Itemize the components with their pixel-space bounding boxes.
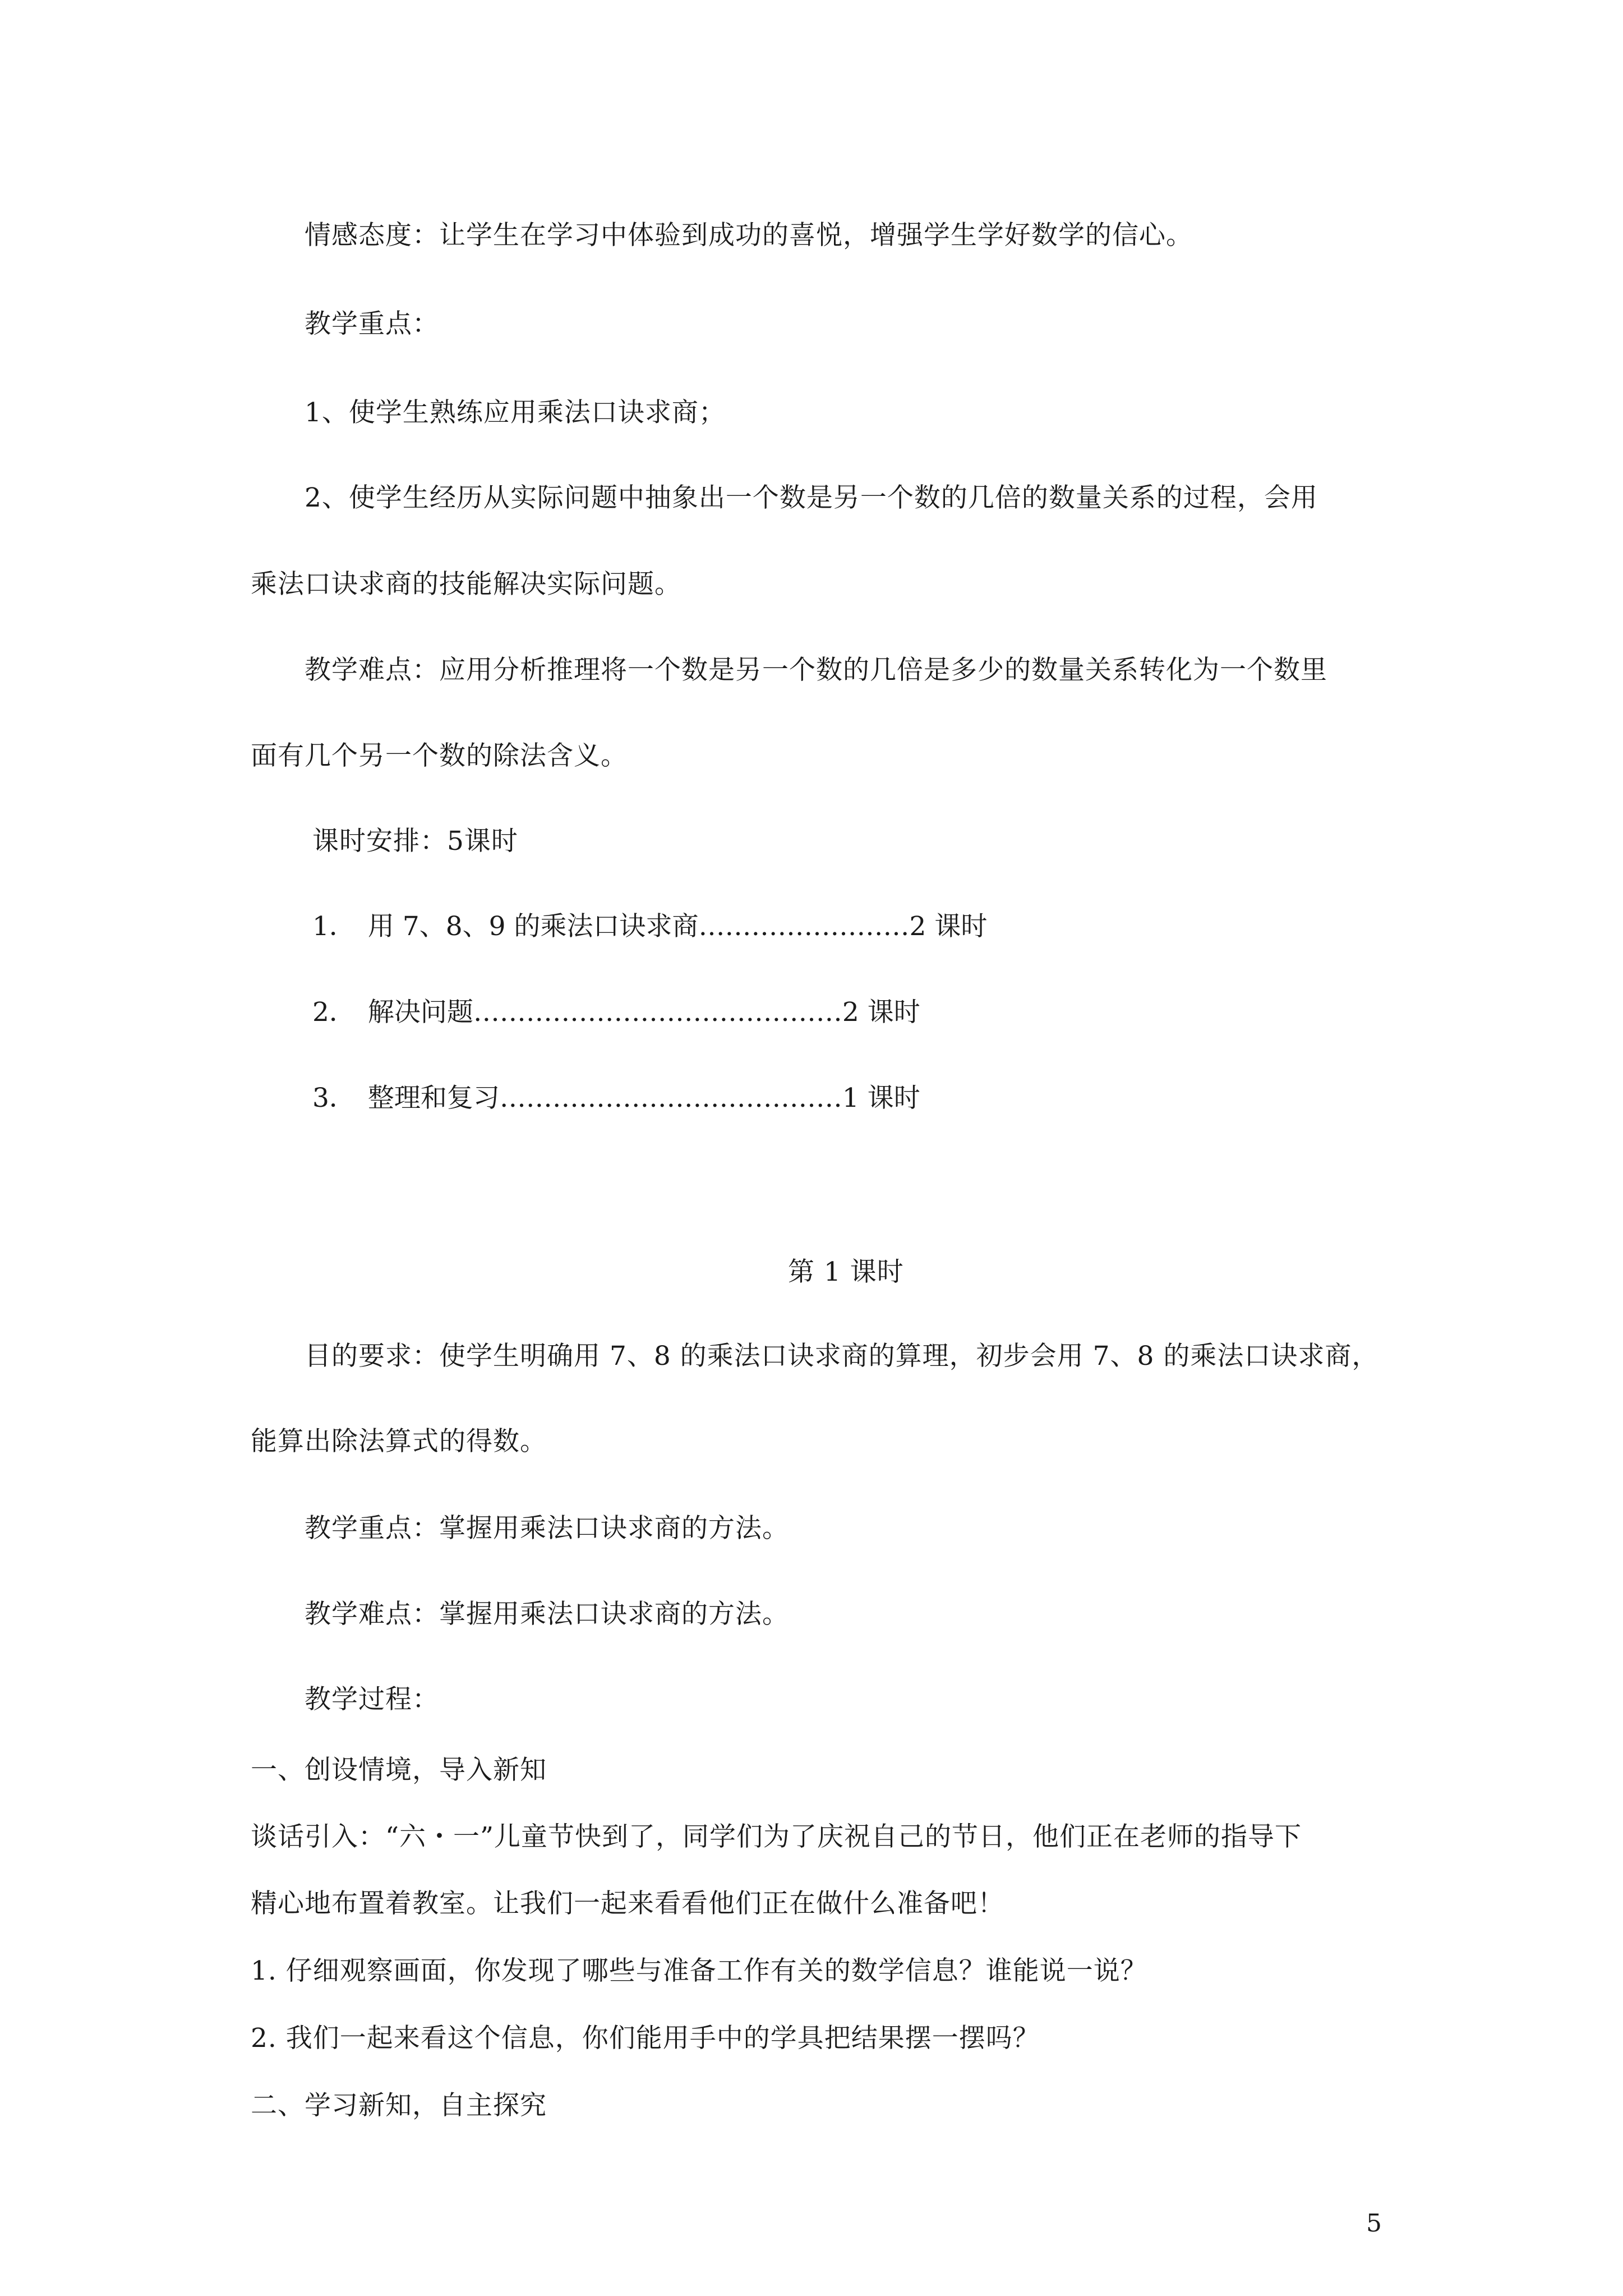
paragraph-objectives: 目的要求：使学生明确用 7、8 的乘法口诀求商的算理，初步会用 7、8 的乘法口诀求商， — [305, 1341, 1379, 1372]
paragraph-schedule-heading: 课时安排：5课时 — [312, 826, 518, 857]
schedule-item-title: 解决问题 — [367, 997, 473, 1028]
paragraph-process-heading: 教学过程： — [305, 1684, 439, 1715]
schedule-item-leader: ………………………………… — [499, 1083, 842, 1114]
paragraph-key-point-1: 1、使学生熟练应用乘法口诀求商； — [305, 397, 726, 428]
schedule-item-title: 用 7、8、9 的乘法口诀求商 — [367, 911, 699, 942]
schedule-item-leader: …………………………………… — [473, 997, 842, 1028]
list-item-2: 2. 我们一起来看这个信息，你们能用手中的学具把结果摆一摆吗？ — [251, 2023, 1040, 2054]
paragraph-difficulty-cont: 面有几个另一个数的除法含义。 — [251, 740, 628, 771]
paragraph-emotion-attitude: 情感态度：让学生在学习中体验到成功的喜悦，增强学生学好数学的信心。 — [305, 220, 1193, 251]
schedule-item — [312, 996, 920, 1029]
paragraph-lesson-key-point: 教学重点：掌握用乘法口诀求商的方法。 — [305, 1513, 789, 1544]
schedule-item-leader: …………………… — [698, 911, 910, 942]
paragraph-objectives-cont: 能算出除法算式的得数。 — [251, 1426, 547, 1457]
schedule-item-number: 1． — [312, 911, 356, 942]
lesson-heading: 第 1 课时 — [788, 1257, 904, 1287]
schedule-item-hours: 1 课时 — [842, 1083, 920, 1114]
list-item-1: 1. 仔细观察画面，你发现了哪些与准备工作有关的数学信息？谁能说一说？ — [251, 1955, 1147, 1986]
schedule-item-hours: 2 课时 — [842, 997, 920, 1028]
schedule-item — [312, 910, 987, 944]
page-number: 5 — [1366, 2209, 1382, 2238]
schedule-item-number: 3． — [312, 1083, 356, 1114]
paragraph-conversation: 谈话引入：“六・一”儿童节快到了，同学们为了庆祝自己的节日，他们正在老师的指导下 — [251, 1821, 1302, 1852]
schedule-item — [312, 1082, 920, 1115]
schedule-item-title: 整理和复习 — [367, 1083, 500, 1114]
paragraph-key-points-heading: 教学重点： — [305, 309, 439, 339]
paragraph-conversation-cont: 精心地布置着教室。让我们一起来看看他们正在做什么准备吧！ — [251, 1888, 1004, 1919]
paragraph-difficulty: 教学难点：应用分析推理将一个数是另一个数的几倍是多少的数量关系转化为一个数里 — [305, 655, 1327, 685]
paragraph-key-point-2-cont: 乘法口诀求商的技能解决实际问题。 — [251, 569, 681, 600]
schedule-item-hours: 2 课时 — [909, 911, 988, 942]
schedule-item-number: 2． — [312, 997, 356, 1028]
paragraph-lesson-difficulty: 教学难点：掌握用乘法口诀求商的方法。 — [305, 1599, 789, 1630]
paragraph-key-point-2: 2、使学生经历从实际问题中抽象出一个数是另一个数的几倍的数量关系的过程，会用 — [305, 482, 1318, 513]
section-heading-intro: 一、创设情境，导入新知 — [251, 1755, 547, 1786]
section-heading-new-knowledge: 二、学习新知，自主探究 — [251, 2090, 547, 2121]
